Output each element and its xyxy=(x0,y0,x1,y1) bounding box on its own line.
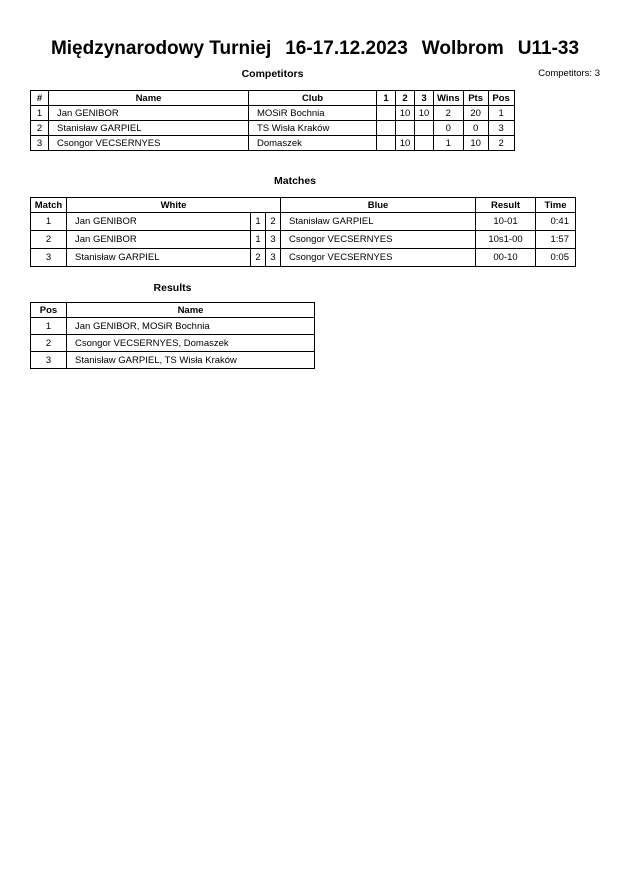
competitor-vs-3 xyxy=(415,136,434,151)
table-row xyxy=(31,121,515,136)
result-position: 1 xyxy=(31,318,67,335)
table-header-row xyxy=(31,91,515,106)
column-header-white: White xyxy=(67,198,281,213)
column-header-vs-1: 1 xyxy=(377,91,396,106)
document-header xyxy=(0,38,630,68)
competitor-club: TS Wisła Kraków xyxy=(249,121,377,136)
tournament-category: U11-33 xyxy=(517,38,580,59)
column-header-pos: Pos xyxy=(31,303,67,318)
competitor-vs-3 xyxy=(415,121,434,136)
match-blue-seed: 2 xyxy=(266,213,281,231)
table-row xyxy=(31,249,576,267)
competitor-pos: 2 xyxy=(488,136,514,151)
match-white-name: Jan GENIBOR xyxy=(67,231,251,249)
column-header-time: Time xyxy=(536,198,576,213)
column-header-wins: Wins xyxy=(434,91,464,106)
column-header-name: Name xyxy=(49,91,249,106)
result-position: 2 xyxy=(31,335,67,352)
competitors-table xyxy=(30,90,515,151)
matches-caption: Matches xyxy=(273,175,316,187)
result-name: Jan GENIBOR, MOSiR Bochnia xyxy=(67,318,315,335)
competitor-pos: 1 xyxy=(488,106,514,121)
match-white-seed: 2 xyxy=(251,249,266,267)
competitor-wins: 2 xyxy=(434,106,464,121)
competitor-pts: 20 xyxy=(463,106,488,121)
column-header-result: Result xyxy=(476,198,536,213)
results-caption: Results xyxy=(153,282,192,294)
competitor-vs-1 xyxy=(377,106,396,121)
tournament-name: Międzynarodowy Turniej xyxy=(50,38,272,59)
competitor-name: Jan GENIBOR xyxy=(49,106,249,121)
competitor-vs-2: 10 xyxy=(396,106,415,121)
tournament-city: Wolbrom xyxy=(421,38,504,59)
competitor-vs-2 xyxy=(396,121,415,136)
result-name: Csongor VECSERNYES, Domaszek xyxy=(67,335,315,352)
results-table xyxy=(30,302,315,369)
competitor-pts: 0 xyxy=(463,121,488,136)
match-result: 00-10 xyxy=(476,249,536,267)
table-row xyxy=(31,106,515,121)
table-row xyxy=(31,136,515,151)
match-time: 0:41 xyxy=(536,213,576,231)
competitors-caption: Competitors xyxy=(241,68,304,80)
column-header-pts: Pts xyxy=(463,91,488,106)
competitor-name: Csongor VECSERNYES xyxy=(49,136,249,151)
competitor-pts: 10 xyxy=(463,136,488,151)
match-white-seed: 1 xyxy=(251,213,266,231)
matches-table xyxy=(30,197,576,267)
match-time: 0:05 xyxy=(536,249,576,267)
table-header-row xyxy=(31,303,315,318)
table-header-row xyxy=(31,198,576,213)
tournament-date: 16-17.12.2023 xyxy=(285,38,408,59)
table-row xyxy=(31,231,576,249)
result-position: 3 xyxy=(31,352,67,369)
competitor-club: Domaszek xyxy=(249,136,377,151)
match-white-name: Jan GENIBOR xyxy=(67,213,251,231)
match-white-seed: 1 xyxy=(251,231,266,249)
match-time: 1:57 xyxy=(536,231,576,249)
table-row xyxy=(31,352,315,369)
match-number: 3 xyxy=(31,249,67,267)
column-header-club: Club xyxy=(249,91,377,106)
match-blue-name: Stanisław GARPIEL xyxy=(281,213,476,231)
competitor-number: 3 xyxy=(31,136,49,151)
match-number: 1 xyxy=(31,213,67,231)
competitor-pos: 3 xyxy=(488,121,514,136)
column-header-match: Match xyxy=(31,198,67,213)
competitor-number: 2 xyxy=(31,121,49,136)
competitor-wins: 0 xyxy=(434,121,464,136)
competitor-wins: 1 xyxy=(434,136,464,151)
competitors-count: Competitors: 3 xyxy=(538,68,600,79)
match-blue-seed: 3 xyxy=(266,249,281,267)
competitor-vs-2: 10 xyxy=(396,136,415,151)
table-row xyxy=(31,213,576,231)
page-title xyxy=(0,38,630,60)
match-blue-name: Csongor VECSERNYES xyxy=(281,249,476,267)
competitor-vs-1 xyxy=(377,136,396,151)
competitor-vs-3: 10 xyxy=(415,106,434,121)
column-header-vs-2: 2 xyxy=(396,91,415,106)
competitor-name: Stanisław GARPIEL xyxy=(49,121,249,136)
competitor-number: 1 xyxy=(31,106,49,121)
match-white-name: Stanisław GARPIEL xyxy=(67,249,251,267)
column-header-name: Name xyxy=(67,303,315,318)
competitor-club: MOSiR Bochnia xyxy=(249,106,377,121)
table-row xyxy=(31,318,315,335)
column-header-blue: Blue xyxy=(281,198,476,213)
match-result: 10s1-00 xyxy=(476,231,536,249)
match-blue-name: Csongor VECSERNYES xyxy=(281,231,476,249)
column-header-number: # xyxy=(31,91,49,106)
table-row xyxy=(31,335,315,352)
column-header-vs-3: 3 xyxy=(415,91,434,106)
column-header-pos: Pos xyxy=(488,91,514,106)
competitor-vs-1 xyxy=(377,121,396,136)
match-result: 10-01 xyxy=(476,213,536,231)
match-number: 2 xyxy=(31,231,67,249)
match-blue-seed: 3 xyxy=(266,231,281,249)
result-name: Stanisław GARPIEL, TS Wisła Kraków xyxy=(67,352,315,369)
